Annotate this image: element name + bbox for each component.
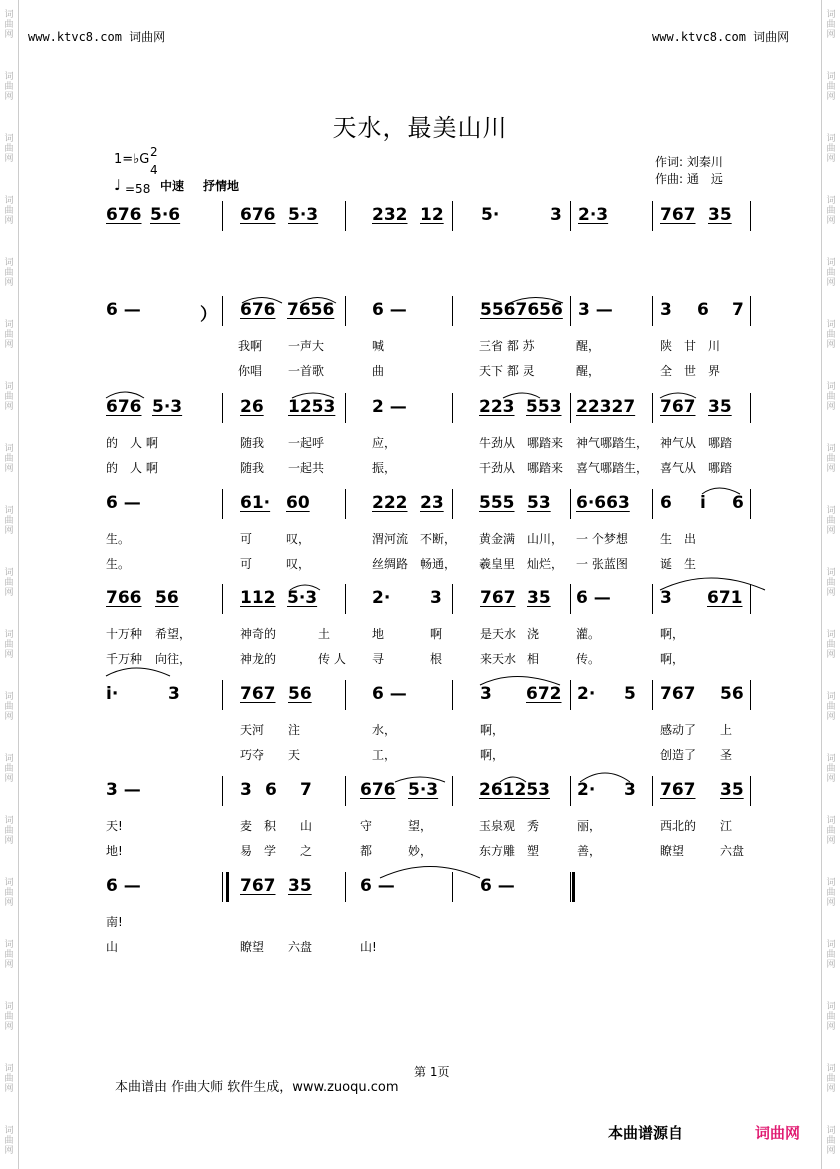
lyric-text: 神奇的 [240, 627, 277, 641]
lyric-text: 向往， [155, 652, 192, 666]
tempo-speed: 中速 [160, 179, 185, 193]
note-group: 676 [106, 205, 142, 225]
note-group: 676 [360, 780, 396, 800]
note-group: 672 [526, 684, 562, 704]
side-watermark-text: 词 曲 网 [826, 320, 836, 350]
note-group: 2· [577, 684, 596, 704]
side-watermark-text: 词 曲 网 [4, 258, 14, 288]
slur [702, 488, 740, 494]
note-group: 6 — [372, 684, 407, 704]
lyric-text: 干劲从 [479, 461, 516, 475]
side-watermark-text: 词 曲 网 [826, 816, 836, 846]
lyric-text: 喜气从 [660, 461, 697, 475]
slur [106, 668, 170, 676]
slur [300, 298, 336, 304]
note-group: i· [106, 684, 119, 704]
lyric-text: 创造了 [660, 748, 697, 762]
note-group: 112 [240, 588, 276, 608]
note-group: 7 [300, 780, 312, 800]
side-watermark-text: 词 曲 网 [826, 692, 836, 722]
lyric-text: 六盘 [720, 844, 745, 858]
lyric-text: 随我 [240, 436, 265, 450]
lyric-text: 三省 都 苏 [479, 339, 535, 353]
note-group: 7 [732, 300, 744, 320]
note-group: 3 [240, 780, 252, 800]
side-watermark-text: 词 曲 网 [4, 320, 14, 350]
lyric-text: 传。 [576, 652, 601, 666]
lyric-text: 可 [240, 532, 265, 546]
note-group: 35 [720, 780, 744, 800]
lyric-text: 希望， [155, 627, 192, 641]
lyric-text: 曲 [372, 364, 385, 378]
note-group: 35 [527, 588, 551, 608]
note-group: 3 [168, 684, 180, 704]
lyric-text: 一 个梦想 [576, 532, 628, 546]
slur [660, 578, 765, 590]
side-watermark-text: 词 曲 网 [4, 1126, 14, 1156]
note-group: 555 [479, 493, 515, 513]
note-group: 56 [720, 684, 744, 704]
lyric-text: 南! [106, 915, 123, 929]
lyric-text: 一声大 [288, 339, 325, 353]
note-group: 3 [660, 300, 672, 320]
note-group: 23 [420, 493, 444, 513]
slur [290, 585, 320, 590]
lyric-text: 地! [106, 844, 123, 858]
note-group: 767 [660, 397, 696, 417]
lyric-text: 全 世 界 [660, 364, 721, 378]
lyric-text: 啊 [430, 627, 443, 641]
note-group: 223 [479, 397, 515, 417]
note-group: 2· [372, 588, 391, 608]
lyric-text: 啊， [660, 652, 685, 666]
side-watermark-text: 词 曲 网 [4, 506, 14, 536]
note-group: 3 [550, 205, 562, 225]
side-watermark-text: 词 曲 网 [826, 258, 836, 288]
lyric-text: 叹， [286, 532, 311, 546]
lyric-text: 工， [372, 748, 397, 762]
note-group: 56 [155, 588, 179, 608]
lyric-text: 上 [720, 723, 733, 737]
lyric-text: 哪踏 [708, 461, 733, 475]
note-group: 60 [286, 493, 310, 513]
note-group: 2 — [372, 397, 407, 417]
page-number: 第 1页 [414, 1065, 450, 1079]
generator-note: 本曲谱由 作曲大师 软件生成，www.zuoqu.com [115, 1080, 399, 1095]
lyric-text: 醒， [576, 339, 601, 353]
side-watermark-text: 词 曲 网 [4, 134, 14, 164]
composer-credit: 作曲: 通 远 [655, 172, 723, 186]
lyric-text: 六盘 [288, 940, 313, 954]
slur [242, 298, 282, 304]
lyric-text: 易 学 [240, 844, 277, 858]
note-group: 6 — [106, 493, 141, 513]
lyric-text: 生。 [106, 532, 131, 546]
note-group: 767 [660, 684, 696, 704]
note-group: 6 — [480, 876, 515, 896]
side-watermark-text: 词 曲 网 [826, 630, 836, 660]
note-group: 3 [624, 780, 636, 800]
slur [500, 777, 526, 782]
lyric-text: 麦 积 [240, 819, 277, 833]
side-watermark-text: 词 曲 网 [826, 1064, 836, 1094]
lyric-text: 江 [720, 819, 733, 833]
lyric-text: 神龙的 [240, 652, 277, 666]
note-group: 35 [708, 397, 732, 417]
side-watermark-text: 词 曲 网 [826, 134, 836, 164]
slur [106, 392, 144, 398]
note-group: 676 [240, 300, 276, 320]
lyric-text: 灌。 [576, 627, 601, 641]
lyric-text: 哪踏 [708, 436, 733, 450]
lyric-text: 畅通， [420, 557, 457, 571]
lyric-text: 之 [300, 844, 313, 858]
lyric-text: 生。 [106, 557, 131, 571]
note-group: 22327 [576, 397, 636, 417]
note-group: 3 [660, 588, 672, 608]
note-group: 222 [372, 493, 408, 513]
side-watermark-text: 词 曲 网 [4, 196, 14, 226]
note-group: 56 [288, 684, 312, 704]
lyric-text: 根 [430, 652, 443, 666]
lyric-text: 醒， [576, 364, 601, 378]
note-group: 26 [240, 397, 264, 417]
header-url-left: www.ktvc8.com 词曲网 [28, 30, 166, 44]
lyric-text: 哪踏来 [527, 461, 564, 475]
note-group: 5· [481, 205, 500, 225]
side-watermark-text: 词 曲 网 [826, 1126, 836, 1156]
side-watermark-text: 词 曲 网 [826, 72, 836, 102]
lyric-text: 注 [288, 723, 301, 737]
note-group: 676 [240, 205, 276, 225]
song-title: 天水，最美山川 [332, 114, 508, 142]
note-group: 2· [577, 780, 596, 800]
note-group: 6 — [372, 300, 407, 320]
side-watermark-text: 词 曲 网 [4, 382, 14, 412]
side-watermark-text: 词 曲 网 [4, 568, 14, 598]
lyric-text: 的 人 啊 [106, 461, 158, 475]
source-label: 本曲谱源自 [608, 1124, 684, 1142]
lyric-text: 天河 [240, 723, 265, 737]
side-watermark-text: 词 曲 网 [4, 1002, 14, 1032]
lyric-text: 天 [288, 748, 301, 762]
note-group: 5·3 [288, 205, 319, 225]
note-group: 53 [527, 493, 551, 513]
lyric-text: 牛劲从 [479, 436, 516, 450]
side-watermark-text: 词 曲 网 [4, 754, 14, 784]
note-group: 6 — [576, 588, 611, 608]
note-group: 3 [430, 588, 442, 608]
lyric-text: 黄金满 [479, 532, 516, 546]
lyric-text: 地 [372, 627, 385, 641]
note-group: 6 — [106, 300, 141, 320]
lyric-text: 不断， [420, 532, 457, 546]
lyric-text: 渭河流 [372, 532, 409, 546]
lyric-text: 巧夺 [240, 748, 265, 762]
time-signature-top: 2 [150, 145, 158, 159]
note-group: 6 [732, 493, 744, 513]
lyric-text: 瞭望 [660, 844, 685, 858]
note-group: 35 [288, 876, 312, 896]
side-watermark-text: 词 曲 网 [826, 444, 836, 474]
note-group: 5·3 [408, 780, 439, 800]
header-url-right: www.ktvc8.com 词曲网 [652, 30, 790, 44]
slur [660, 393, 696, 398]
note-group: 3 — [106, 780, 141, 800]
lyric-text: 千万种 [106, 652, 143, 666]
side-watermark-text: 词 曲 网 [4, 10, 14, 40]
lyric-text: 你唱 [238, 364, 263, 378]
note-group: 767 [240, 876, 276, 896]
lyric-text: 丝绸路 [372, 557, 409, 571]
slur [380, 867, 480, 879]
lyric-text: 陕 甘 川 [660, 339, 721, 353]
lyric-text: 十万种 [106, 627, 143, 641]
note-group: 671 [707, 588, 743, 608]
lyric-text: 一起呼 [288, 436, 325, 450]
tempo-mood: 抒情地 [203, 179, 240, 193]
lyric-text: 神气哪踏生， [576, 436, 649, 450]
lyric-text: 是天水 [480, 627, 517, 641]
lyric-text: 一起共 [288, 461, 325, 475]
note-group: ） [200, 305, 217, 325]
note-group: 767 [660, 205, 696, 225]
note-group: 3 — [578, 300, 613, 320]
lyric-text: 振， [372, 461, 397, 475]
side-watermark-text: 词 曲 网 [826, 506, 836, 536]
side-watermark-text: 词 曲 网 [4, 72, 14, 102]
side-watermark-text: 词 曲 网 [4, 630, 14, 660]
lyric-text: 天! [106, 819, 123, 833]
note-group: 232 [372, 205, 408, 225]
lyric-text: 守 [360, 819, 373, 833]
note-group: 1253 [288, 397, 336, 417]
side-watermark-text: 词 曲 网 [4, 444, 14, 474]
side-watermark-text: 词 曲 网 [826, 754, 836, 784]
slur [292, 393, 334, 398]
note-group: 767 [240, 684, 276, 704]
note-group: 767 [660, 780, 696, 800]
note-group: 6 — [360, 876, 395, 896]
lyric-text: 的 人 啊 [106, 436, 158, 450]
slur [395, 777, 445, 782]
side-watermark-text: 词 曲 网 [826, 940, 836, 970]
lyric-text: 相 [527, 652, 540, 666]
lyric-text: 山 [106, 940, 119, 954]
lyric-text: 我啊 [238, 339, 263, 353]
lyric-text: 圣 [720, 748, 733, 762]
note-group: 676 [106, 397, 142, 417]
key-signature: 1=♭G [114, 152, 150, 167]
tempo-marking: =58 [125, 182, 151, 196]
lyric-text: 叹， [286, 557, 311, 571]
lyric-text: 诞 生 [660, 557, 697, 571]
lyric-text: 秀 [527, 819, 540, 833]
note-group: 6 [265, 780, 277, 800]
lyric-text: 瞭望 [240, 940, 265, 954]
lyric-text: 羲皇里 [479, 557, 516, 571]
lyric-text: 山! [360, 940, 377, 954]
lyric-text: 西北的 [660, 819, 697, 833]
note-group: 35 [708, 205, 732, 225]
lyric-text: 玉泉观 [479, 819, 516, 833]
note-group: 6 [697, 300, 709, 320]
lyric-text: 天下 都 灵 [479, 364, 535, 378]
side-watermark-text: 词 曲 网 [4, 878, 14, 908]
lyric-text: 山川， [527, 532, 564, 546]
side-watermark-text: 词 曲 网 [4, 692, 14, 722]
lyric-text: 都 [360, 844, 373, 858]
lyric-text: 妙， [408, 844, 433, 858]
note-group: 61· [240, 493, 271, 513]
lyric-text: 一 张蓝图 [576, 557, 628, 571]
lyric-text: 望， [408, 819, 433, 833]
note-group: 6 — [106, 876, 141, 896]
lyric-text: 灿烂， [527, 557, 564, 571]
note-group: 5·3 [287, 588, 318, 608]
note-group: 5·3 [152, 397, 183, 417]
note-group: 553 [526, 397, 562, 417]
note-group: 766 [106, 588, 142, 608]
side-watermark-text: 词 曲 网 [4, 816, 14, 846]
source-site: 词曲网 [755, 1124, 801, 1142]
note-group: 5·6 [150, 205, 181, 225]
quarter-note-icon: ♩ [114, 176, 122, 194]
note-group: 12 [420, 205, 444, 225]
note-group: 2·3 [578, 205, 609, 225]
lyric-text: 啊， [480, 723, 505, 737]
side-watermark-text: 词 曲 网 [826, 878, 836, 908]
note-group: 7656 [287, 300, 335, 320]
lyric-text: 应， [372, 436, 397, 450]
note-group: 6 [660, 493, 672, 513]
side-watermark-text: 词 曲 网 [4, 940, 14, 970]
lyric-text: 东方雕 [479, 844, 516, 858]
lyric-text: 感动了 [660, 723, 697, 737]
lyric-text: 神气从 [660, 436, 697, 450]
lyric-text: 来天水 [480, 652, 517, 666]
slur [580, 773, 630, 782]
lyricist-credit: 作词: 刘秦川 [655, 155, 723, 169]
lyric-text: 啊， [480, 748, 505, 762]
lyric-text: 可 [240, 557, 265, 571]
lyric-text: 浇 [527, 627, 540, 641]
lyric-text: 啊， [660, 627, 685, 641]
lyric-text: 喜气哪踏生， [576, 461, 649, 475]
note-group: 767 [480, 588, 516, 608]
note-group: 3 [480, 684, 492, 704]
note-group: 5567656 [480, 300, 563, 320]
lyric-text: 水， [372, 723, 397, 737]
lyric-text: 善， [577, 844, 602, 858]
lyric-text: 丽， [577, 819, 602, 833]
side-watermark-text: 词 曲 网 [4, 1064, 14, 1094]
side-watermark-text: 词 曲 网 [826, 10, 836, 40]
lyric-text: 哪踏来 [527, 436, 564, 450]
side-watermark-text: 词 曲 网 [826, 568, 836, 598]
lyric-text: 一首歌 [288, 364, 325, 378]
note-group: 6·663 [576, 493, 630, 513]
side-watermark-text: 词 曲 网 [826, 382, 836, 412]
side-watermark-text: 词 曲 网 [826, 196, 836, 226]
slur [510, 298, 563, 304]
time-signature-bottom: 4 [150, 163, 158, 177]
side-watermark-text: 词 曲 网 [826, 1002, 836, 1032]
slur [503, 393, 540, 398]
lyric-text: 寻 [372, 652, 385, 666]
lyric-text: 传 人 [318, 652, 346, 666]
note-group: i [700, 493, 706, 513]
lyric-text: 土 [318, 627, 331, 641]
lyric-text: 随我 [240, 461, 265, 475]
lyric-text: 喊 [372, 339, 385, 353]
note-group: 261253 [479, 780, 550, 800]
lyric-text: 塑 [527, 844, 540, 858]
slur [480, 677, 560, 686]
lyric-text: 生 出 [660, 532, 697, 546]
note-group: 5 [624, 684, 636, 704]
lyric-text: 山 [300, 819, 313, 833]
